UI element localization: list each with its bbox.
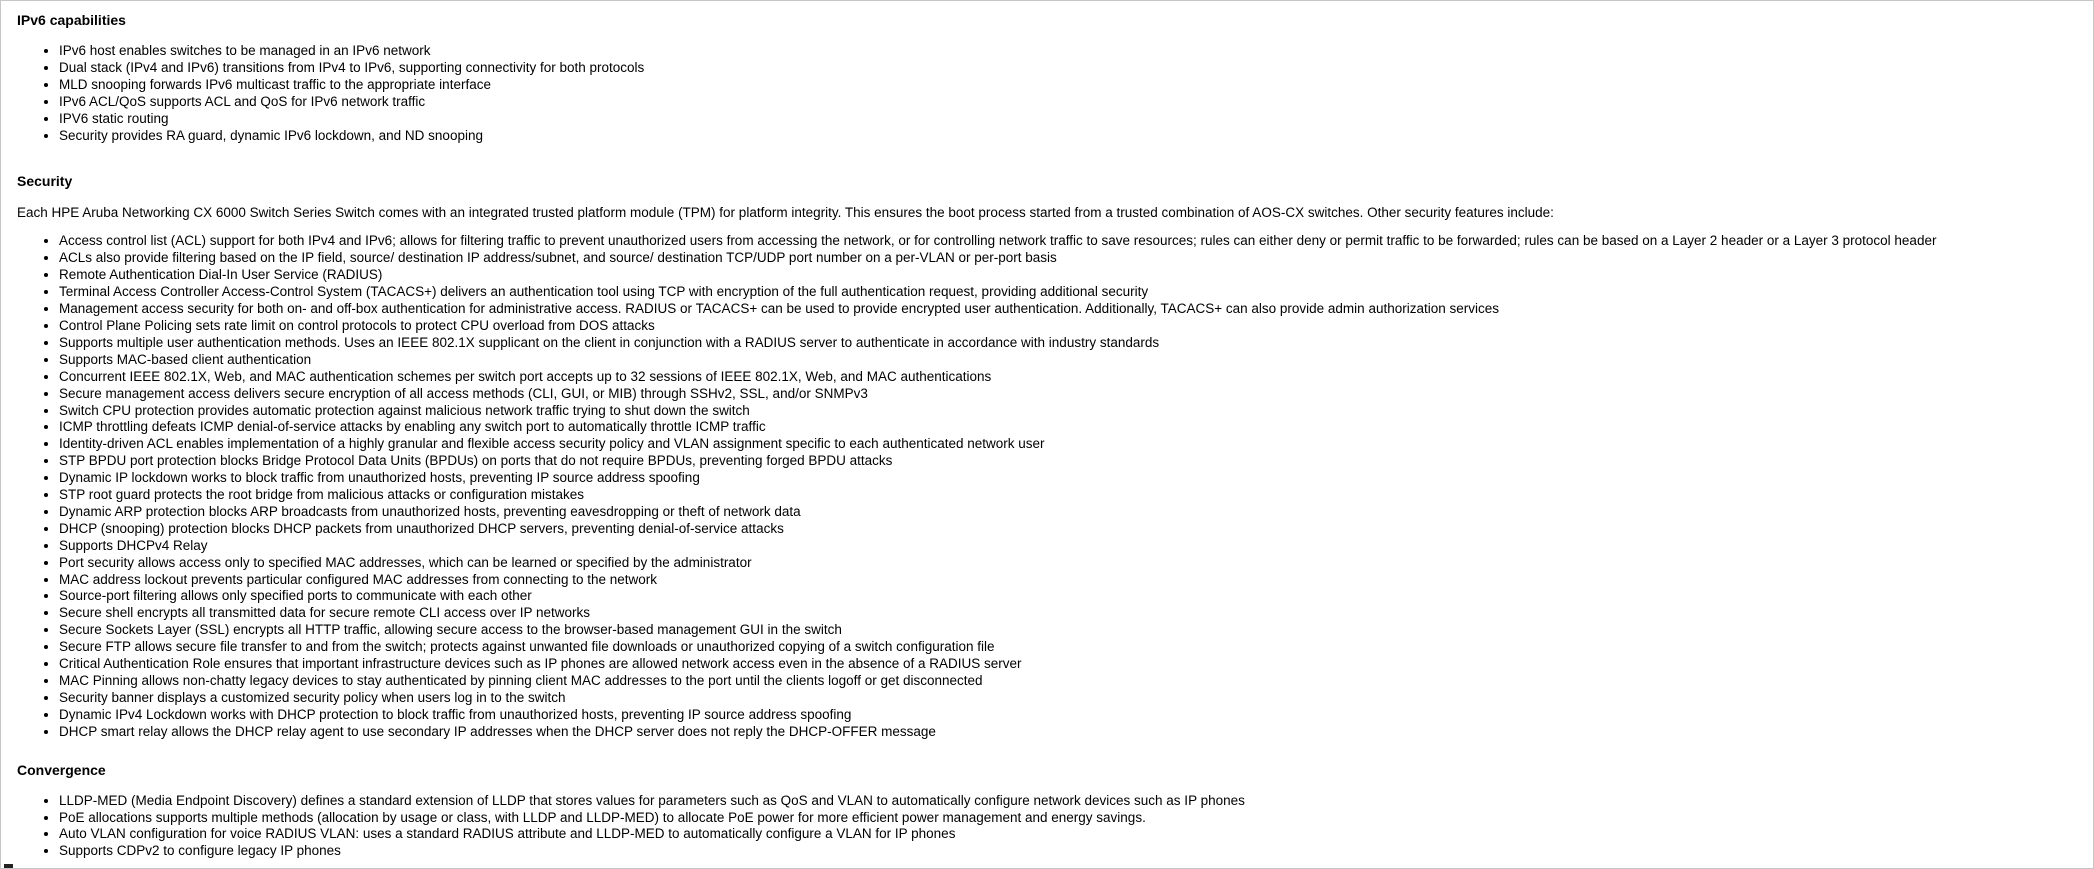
bullet-item: • Identity-driven ACL enables implementation of a highly granular and flexible access security policy and VLAN assignment specific to each authenticated network user	[59, 436, 2077, 453]
bullet-item: • STP BPDU port protection blocks Bridge Protocol Data Units (BPDUs) on ports that do not require BPDUs, preventing forged BPDU attacks	[59, 453, 2077, 470]
bullet-item: • Remote Authentication Dial-In User Service (RADIUS)	[59, 267, 2077, 284]
bullet-item: • LLDP-MED (Media Endpoint Discovery) defines a standard extension of LLDP that stores values for parameters such as QoS and VLAN to automatically configure network devices such as IP phones	[59, 793, 2077, 810]
bullet-item: • STP root guard protects the root bridge from malicious attacks or configuration mistakes	[59, 487, 2077, 504]
bullet-item: • DHCP (snooping) protection blocks DHCP packets from unauthorized DHCP servers, preventing denial-of-service attacks	[59, 521, 2077, 538]
bullet-item: • Supports MAC-based client authentication	[59, 352, 2077, 369]
bullet-item: • PoE allocations supports multiple methods (allocation by usage or class, with LLDP and LLDP-MED) to allocate PoE power for more efficient power management and energy savings.	[59, 810, 2077, 827]
section-ipv6-capabilities	[17, 12, 2077, 144]
bullet-item: • Critical Authentication Role ensures that important infrastructure devices such as IP phones are allowed network access even in the absence of a RADIUS server	[59, 656, 2077, 673]
bullet-item: • Terminal Access Controller Access-Control System (TACACS+) delivers an authentication tool using TCP with encryption of the full authentication request, providing additional security	[59, 284, 2077, 301]
bullet-item: • MAC Pinning allows non-chatty legacy devices to stay authenticated by pinning client MAC addresses to the port until the clients logoff or get disconnected	[59, 673, 2077, 690]
document-body	[1, 1, 2093, 860]
bullet-item: • ACLs also provide filtering based on the IP field, source/ destination IP address/subnet, and source/ destination TCP/UDP port number on a per-VLAN or per-port basis	[59, 250, 2077, 267]
bullet-item: • Source-port filtering allows only specified ports to communicate with each other	[59, 588, 2077, 605]
bullet-item: • Secure Sockets Layer (SSL) encrypts all HTTP traffic, allowing secure access to the browser-based management GUI in the switch	[59, 622, 2077, 639]
section-security	[17, 173, 2077, 740]
section-intro: Each HPE Aruba Networking CX 6000 Switch Series Switch comes with an integrated trusted platform module (TPM) for platform integrity. This ensures the boot process started from a trusted combination of AOS-CX switches. Other security features include:	[17, 205, 1554, 221]
bullet-item: • Auto VLAN configuration for voice RADIUS VLAN: uses a standard RADIUS attribute and LLDP-MED to automatically configure a VLAN for IP phones	[59, 826, 2077, 843]
section-heading-ipv6-capabilities: IPv6 capabilities	[17, 12, 126, 28]
bullet-list	[17, 43, 2077, 144]
bullet-item: • Dynamic IP lockdown works to block traffic from unauthorized hosts, preventing IP source address spoofing	[59, 470, 2077, 487]
bullet-item: • Management access security for both on- and off-box authentication for administrative access. RADIUS or TACACS+ can be used to provide encrypted user authentication. Additionally, TACACS+ can also provide admin authorization services	[59, 301, 2077, 318]
bullet-item: • Port security allows access only to specified MAC addresses, which can be learned or specified by the administrator	[59, 555, 2077, 572]
bullet-item: • DHCP smart relay allows the DHCP relay agent to use secondary IP addresses when the DHCP server does not reply the DHCP-OFFER message	[59, 724, 2077, 741]
bullet-item: • IPv6 host enables switches to be managed in an IPv6 network	[59, 43, 2077, 60]
bullet-item: • Control Plane Policing sets rate limit on control protocols to protect CPU overload from DOS attacks	[59, 318, 2077, 335]
bullet-item: • Concurrent IEEE 802.1X, Web, and MAC authentication schemes per switch port accepts up to 32 sessions of IEEE 802.1X, Web, and MAC authentications	[59, 369, 2077, 386]
bullet-item: • Dynamic ARP protection blocks ARP broadcasts from unauthorized hosts, preventing eavesdropping or theft of network data	[59, 504, 2077, 521]
bullet-item: • Secure FTP allows secure file transfer to and from the switch; protects against unwanted file downloads or unauthorized copying of a switch configuration file	[59, 639, 2077, 656]
bullet-item: • Supports multiple user authentication methods. Uses an IEEE 802.1X supplicant on the client in conjunction with a RADIUS server to authenticate in accordance with industry standards	[59, 335, 2077, 352]
bullet-list	[17, 233, 2077, 740]
clipped-next-heading-fragment	[4, 864, 13, 868]
section-heading-convergence: Convergence	[17, 761, 106, 778]
bullet-item: • ICMP throttling defeats ICMP denial-of-service attacks by enabling any switch port to automatically throttle ICMP traffic	[59, 419, 2077, 436]
bullet-item: • MLD snooping forwards IPv6 multicast traffic to the appropriate interface	[59, 77, 2077, 94]
bullet-item: • IPV6 static routing	[59, 111, 2077, 128]
bullet-item: • Security provides RA guard, dynamic IPv6 lockdown, and ND snooping	[59, 128, 2077, 145]
section-heading-security: Security	[17, 173, 73, 190]
bullet-item: • Supports CDPv2 to configure legacy IP phones	[59, 843, 2077, 860]
bullet-item: • Access control list (ACL) support for both IPv4 and IPv6; allows for filtering traffic to prevent unauthorized users from accessing the network, or for controlling network traffic to save resources; rules can either deny or permit traffic to be forwarded; rules can be based on a Layer 2 header or a Layer 3 protocol header	[59, 233, 2077, 250]
bullet-item: • Dynamic IPv4 Lockdown works with DHCP protection to block traffic from unauthorized hosts, preventing IP source address spoofing	[59, 707, 2077, 724]
bullet-list	[17, 793, 2077, 861]
bullet-item: • Security banner displays a customized security policy when users log in to the switch	[59, 690, 2077, 707]
bullet-item: • MAC address lockout prevents particular configured MAC addresses from connecting to the network	[59, 572, 2077, 589]
bullet-item: • Secure management access delivers secure encryption of all access methods (CLI, GUI, or MIB) through SSHv2, SSL, and/or SNMPv3	[59, 386, 2077, 403]
bullet-item: • Supports DHCPv4 Relay	[59, 538, 2077, 555]
bullet-item: • Dual stack (IPv4 and IPv6) transitions from IPv4 to IPv6, supporting connectivity for both protocols	[59, 60, 2077, 77]
bullet-item: • Secure shell encrypts all transmitted data for secure remote CLI access over IP networks	[59, 605, 2077, 622]
bullet-item: • Switch CPU protection provides automatic protection against malicious network traffic trying to shut down the switch	[59, 403, 2077, 420]
bullet-item: • IPv6 ACL/QoS supports ACL and QoS for IPv6 network traffic	[59, 94, 2077, 111]
section-convergence	[17, 762, 2077, 861]
